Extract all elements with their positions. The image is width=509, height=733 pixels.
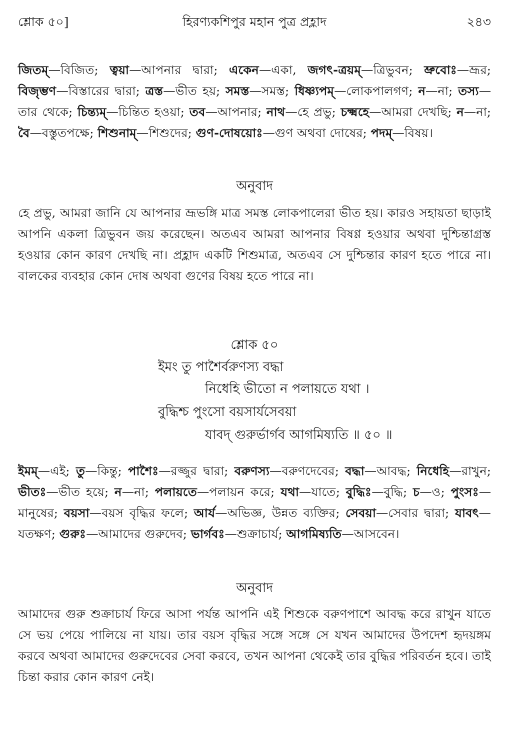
translation-heading: অনুবাদ xyxy=(236,179,273,194)
sanskrit-word: জগৎ-ত্রয়ম্ xyxy=(307,63,361,77)
word-meaning: —আবদ্ধ; xyxy=(364,464,417,478)
sanskrit-word: ন xyxy=(114,485,122,499)
sanskrit-word: ইমম্ xyxy=(18,464,38,478)
word-meaning: —সমস্ত; xyxy=(249,84,295,98)
word-meaning: —যাতে; xyxy=(299,485,346,499)
sanskrit-word: বরুণস্য xyxy=(234,464,270,478)
sanskrit-word: পদম্ xyxy=(370,126,393,140)
sanskrit-word: ত্রস্ত xyxy=(145,84,164,98)
sanskrit-word: চক্ষ্মহে xyxy=(340,105,370,119)
word-meaning: —গুণ অথবা দোষের; xyxy=(262,126,371,140)
sanskrit-word: জিতম্ xyxy=(18,63,49,77)
word-meanings-block xyxy=(18,60,491,144)
translation-text: আমাদের গুরু শুক্রাচার্য ফিরে আসা পর্যন্ত আপনি এই শিশুকে বরুণপাশে আবদ্ধ করে রাখুন যাতে সে ভয় পেয়ে পালিয়ে না যায়। তার বয়স বৃদ্ধির সঙ্গে সঙ্গে সে যখন আমাদের উপদেশ হৃদয়ঙ্গম করবে অথবা আমাদের গুরুদেবের সেবা করবে, তখন আপনা থেকেই তার বুদ্ধির পরিবর্তন হবে। তাই চিন্তা করার কোন কারণ নেই। xyxy=(18,607,491,684)
sanskrit-word: পাশৈঃ xyxy=(127,464,159,478)
word-meaning: —আমরা দেখছি; xyxy=(369,105,457,119)
word-meaning: —না; xyxy=(425,84,459,98)
verse-heading: শ্লোক ৫০ xyxy=(230,338,279,353)
word-meaning: —বয়স বৃদ্ধির ফলে; xyxy=(89,506,194,520)
sanskrit-word: আগমিষ্যতি xyxy=(286,527,342,541)
word-meanings-block xyxy=(18,461,491,545)
sanskrit-word: পুংসঃ xyxy=(450,485,479,499)
word-meaning: —আমাদের গুরুদেব; xyxy=(86,527,191,541)
sanskrit-word: একেন xyxy=(228,63,259,77)
word-meaning: —রাখুন; xyxy=(449,464,491,478)
sanskrit-word: নিধেহি xyxy=(416,464,450,478)
sanskrit-word: বদ্ধা xyxy=(345,464,365,478)
verse-line: ইমং তু পাশৈর্বরুণস্য বদ্ধা xyxy=(158,360,284,375)
word-meaning: —লোকপালগণ; xyxy=(334,84,419,98)
sanskrit-word: ত্বয়া xyxy=(109,63,130,77)
sanskrit-word: নাথ xyxy=(266,105,286,119)
translation-text: হে প্রভু, আমরা জানি যে আপনার ভ্রূভঙ্গি মাত্র সমস্ত লোকপালেরা ভীত হয়। কারও সহায়তা ছাড়াই আপনি একলা ত্রিভুবন জয় করেছেন। অতএব আমরা আপনার বিষণ্ণ হওয়ার অথবা দুশ্চিন্তাগ্রস্ত হওয়ার কোন কারণ দেখছি না। প্রহ্লাদ একটি শিশুমাত্র, অতএব সে দুশ্চিন্তার কারণ হতে পারে না। বালকের ব্যবহার কোন দোষ অথবা গুণের বিষয় হতে পারে না। xyxy=(18,206,491,283)
sanskrit-word: শিশুনাম্ xyxy=(97,126,137,140)
sanskrit-word: ন xyxy=(456,105,464,119)
word-meaning: —হে প্রভু; xyxy=(285,105,341,119)
word-meaning: —পলায়ন করে; xyxy=(196,485,281,499)
word-meaning: —বিস্তারের দ্বারা; xyxy=(56,84,146,98)
word-meaning: —শিশুদের; xyxy=(136,126,196,140)
word-meaning: —আপনার; xyxy=(205,105,267,119)
word-meaning: —তার থেকে; xyxy=(18,84,491,119)
word-meaning: —শুক্রাচার্য; xyxy=(224,527,287,541)
verse-line: যাবদ্ গুরুর্ভার্গব আগমিষ্যতি ॥ ৫০ ॥ xyxy=(205,428,393,443)
word-meaning: —যতক্ষণ; xyxy=(18,506,491,541)
sanskrit-word: যাবৎ xyxy=(454,506,479,520)
running-header xyxy=(18,14,491,34)
sanskrit-word: গুরুঃ xyxy=(59,527,87,541)
sanskrit-word: ভ্রুবোঃ xyxy=(424,63,457,77)
word-meaning: —আসবেন। xyxy=(341,527,400,541)
word-meaning: —না; xyxy=(121,485,155,499)
word-meaning: —চিন্তিত হওয়া; xyxy=(106,105,190,119)
word-meaning: —আপনার দ্বারা; xyxy=(129,63,229,77)
word-meaning: —একা, xyxy=(258,63,308,77)
sanskrit-word: চিন্ত্যম্ xyxy=(77,105,107,119)
word-meaning: —ভীত হয়ে; xyxy=(46,485,115,499)
sanskrit-word: চ xyxy=(412,485,420,499)
sanskrit-word: বিজৃম্ভণ xyxy=(18,84,57,98)
sanskrit-word: সেবয়া xyxy=(345,506,376,520)
word-meaning: —বস্তুতপক্ষে; xyxy=(29,126,98,140)
sanskrit-word: আর্য xyxy=(193,506,216,520)
sanskrit-word: সমস্ত xyxy=(225,84,250,98)
sanskrit-word: ন xyxy=(418,84,426,98)
word-meaning: —অভিজ্ঞ, উন্নত ব্যক্তির; xyxy=(215,506,346,520)
chapter-title: হিরণ্যকশিপুর মহান পুত্র প্রহ্লাদ xyxy=(182,14,327,29)
sanskrit-word: ভীতঃ xyxy=(18,485,47,499)
word-meaning: —এই; xyxy=(37,464,76,478)
word-meaning: —মানুষের; xyxy=(18,485,492,520)
verse-line: বুদ্ধিশ্চ পুংসো বয়সার্যসেবয়া xyxy=(158,405,297,420)
sanskrit-word: যথা xyxy=(280,485,300,499)
word-meaning: —সেবার দ্বারা; xyxy=(375,506,455,520)
sanskrit-word: ভার্গবঃ xyxy=(190,527,225,541)
verse-line: নিধেহি ভীতো ন পলায়তে যথা । xyxy=(205,382,370,397)
sanskrit-word: পলায়তে xyxy=(154,485,197,499)
word-meaning: —বুদ্ধি; xyxy=(371,485,413,499)
word-meaning: —রজ্জুর দ্বারা; xyxy=(158,464,235,478)
sanskrit-word: গুণ-দোষয়োঃ xyxy=(195,126,263,140)
word-meaning: —না; xyxy=(463,105,491,119)
verse-reference: শ্লোক ৫০] xyxy=(18,14,69,29)
word-meaning: —কিন্তু; xyxy=(85,464,128,478)
sanskrit-word: তব xyxy=(189,105,206,119)
sanskrit-word: বয়সা xyxy=(63,506,90,520)
word-meaning: —বরুণদেবের; xyxy=(269,464,346,478)
sanskrit-word: তস্য xyxy=(458,84,479,98)
translation-heading: অনুবাদ xyxy=(236,581,273,596)
word-meaning: —ত্রিভুবন; xyxy=(361,63,425,77)
word-meaning: —বিজিত; xyxy=(48,63,110,77)
sanskrit-word: ধিষ্ণ্যপম্ xyxy=(294,84,335,98)
word-meaning: —বিষয়। xyxy=(392,126,433,140)
word-meaning: —ভীত হয়; xyxy=(163,84,226,98)
word-meaning: —ও; xyxy=(419,485,451,499)
sanskrit-word: বুদ্ধিঃ xyxy=(345,485,372,499)
word-meaning: —ভ্রূর; xyxy=(456,63,491,77)
sanskrit-word: তু xyxy=(75,464,86,478)
sanskrit-word: বৈ xyxy=(18,126,30,140)
page-number: ২৪৩ xyxy=(466,14,491,29)
